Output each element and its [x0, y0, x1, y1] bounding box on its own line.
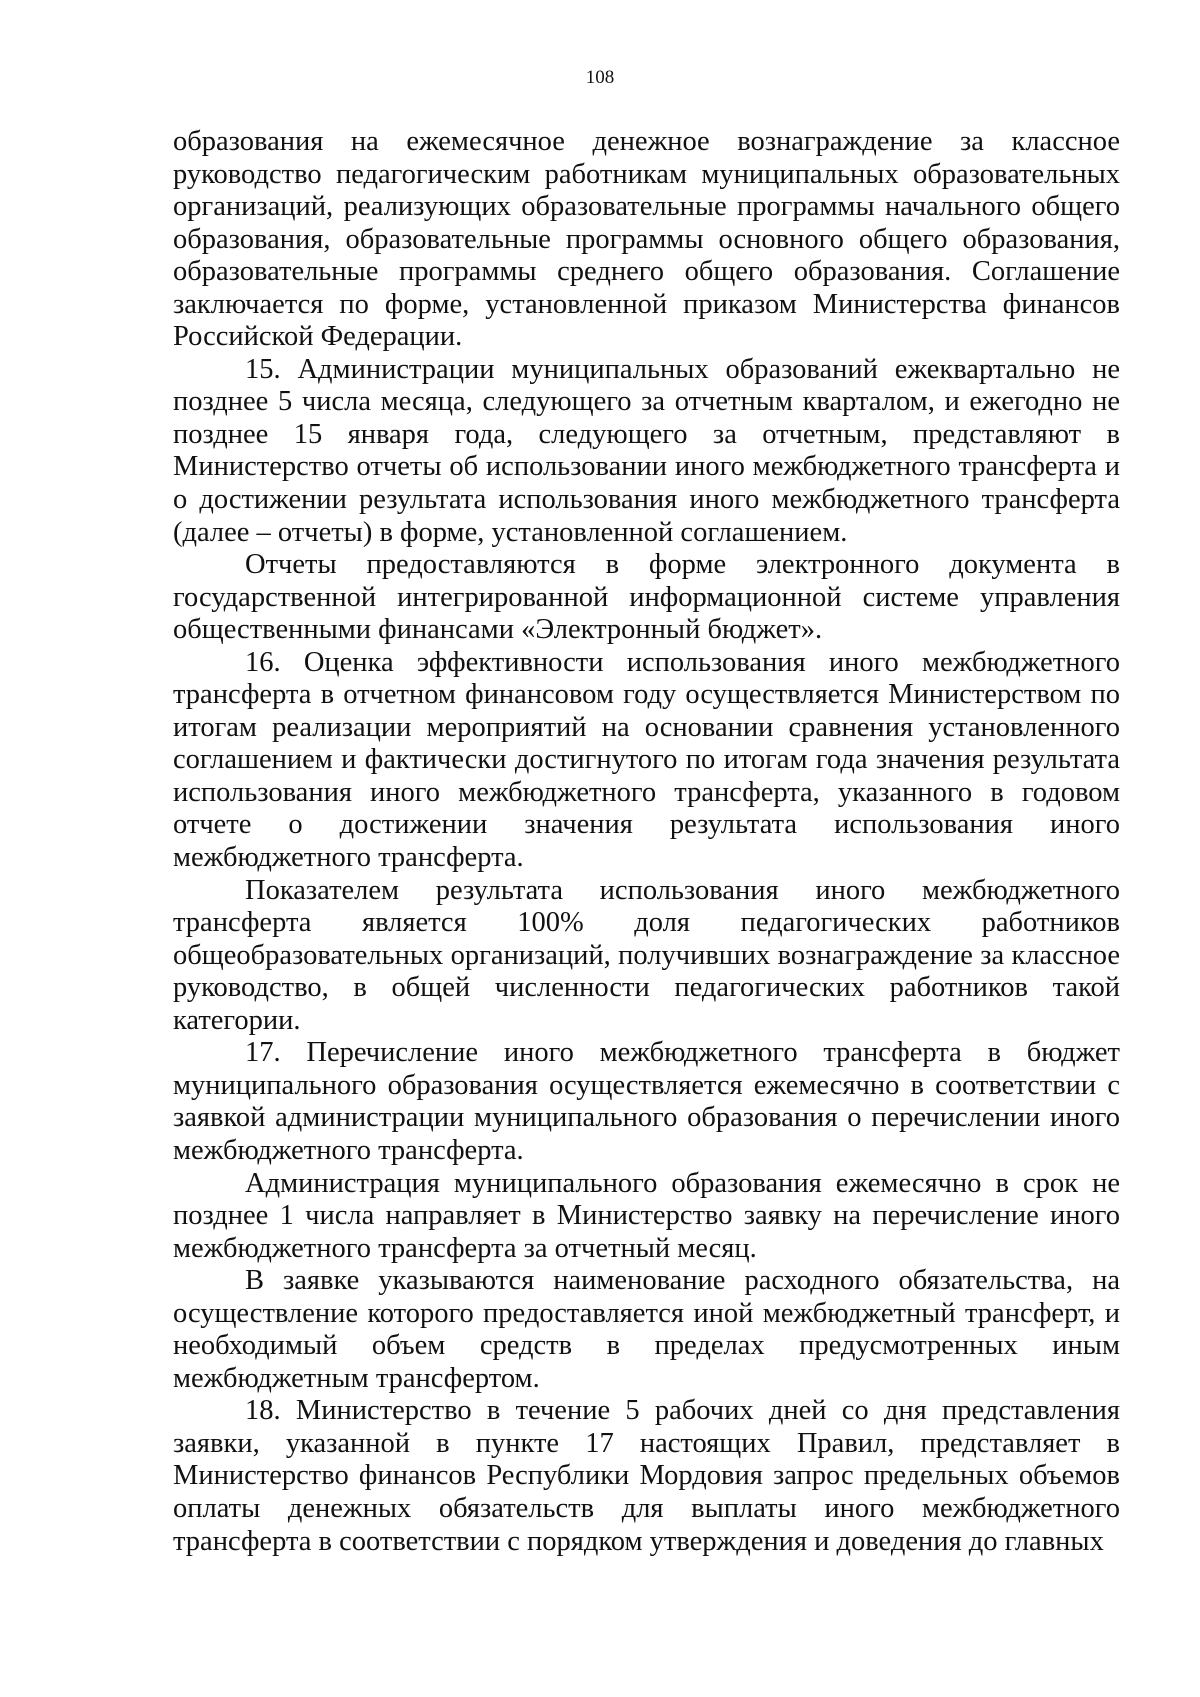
document-body	[173, 126, 1120, 1558]
paragraph-result-indicator: Показателем результата использования иного межбюджетного трансферта является 100% доля педагогических работников общеобразовательных организаций, получивших вознаграждение за классное руководство, в общей численности педагогических работников такой категории.	[173, 874, 1120, 1036]
paragraph-monthly-application: Администрация муниципального образования ежемесячно в срок не позднее 1 числа направляет в Министерство заявку на перечисление иного межбюджетного трансферта за отчетный месяц.	[173, 1167, 1120, 1264]
paragraph-clause-15-reports: 15. Администрации муниципальных образований ежеквартально не позднее 5 числа месяца, следующего за отчетным кварталом, и ежегодно не позднее 15 января года, следующего за отчетным, представляют в Министерство отчеты об использовании иного межбюджетного трансферта и о достижении результата использования иного межбюджетного трансферта (далее – отчеты) в форме, установленной соглашением.	[173, 353, 1120, 548]
page-number: 108	[585, 67, 615, 88]
paragraph-application-content: В заявке указываются наименование расходного обязательства, на осуществление которого предоставляется иной межбюджетный трансферт, и необходимый объем средств в пределах предусмотренных иным межбюджетным трансфертом.	[173, 1265, 1120, 1394]
paragraph-clause-17-transfer: 17. Перечисление иного межбюджетного трансферта в бюджет муниципального образования осуществляется ежемесячно в соответствии с заявкой администрации муниципального образования о перечислении иного межбюджетного трансферта.	[173, 1037, 1120, 1166]
paragraph-agreement-continuation: образования на ежемесячное денежное вознаграждение за классное руководство педагогическим работникам муниципальных образовательных организаций, реализующих образовательные программы начального общего образования, образовательные программы основного общего образования, образовательные программы среднего общего образования. Соглашение заключается по форме, установленной приказом Министерства финансов Российской Федерации.	[173, 126, 1120, 353]
paragraph-electronic-budget: Отчеты предоставляются в форме электронного документа в государственной интегрированной информационной системе управления общественными финансами «Электронный бюджет».	[173, 549, 1120, 646]
paragraph-clause-18-ministry: 18. Министерство в течение 5 рабочих дней со дня представления заявки, указанной в пункте 17 настоящих Правил, представляет в Министерство финансов Республики Мордовия запрос предельных объемов оплаты денежных обязательств для выплаты иного межбюджетного трансферта в соответствии с порядком утверждения и доведения до главных	[173, 1395, 1120, 1557]
paragraph-clause-16-efficiency: 16. Оценка эффективности использования иного межбюджетного трансферта в отчетном финансовом году осуществляется Министерством по итогам реализации мероприятий на основании сравнения установленного соглашением и фактически достигнутого по итогам года значения результата использования иного межбюджетного трансферта, указанного в годовом отчете о достижении значения результата использования иного межбюджетного трансферта.	[173, 646, 1120, 874]
